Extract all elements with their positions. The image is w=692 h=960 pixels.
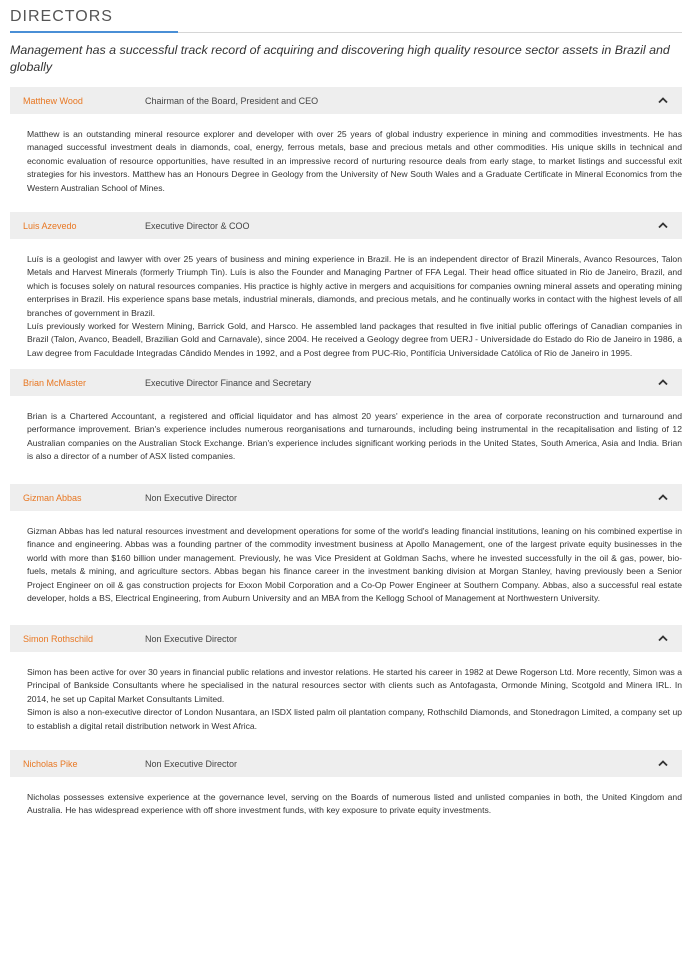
director-bio <box>10 652 682 750</box>
director-accordion-header[interactable] <box>10 87 682 114</box>
director-accordion-header[interactable] <box>10 484 682 511</box>
director-name: Brian McMaster <box>23 377 87 388</box>
director-bio <box>10 777 682 851</box>
bio-paragraph: Gizman Abbas has led natural resources investment and development operations for some of the world's leading financial institutions, leaning on his combined expertise in finance and engineering. Abbas was a founding partner of the commodity investment business at Apollo Management, one of the largest private equity businesses in the world with more than $160 billion under management. Previously, he was Vice President at Goldman Sachs, where he invested successfully in the oil & gas, power, bio-fuels, metals & mining, and agriculture sectors. Abbas began his finance career in the investment banking division at Morgan Stanley, having previously been a Senior Project Engineer on oil & gas construction projects for Exxon Mobil Corporation and a Co-Op Power Engineer at Southern Company. Abbas, also a successful real estate developer, holds a BS, Electrical Engineering, from Auburn University and an MBA from the Kellogg School of Management at Northwestern University. <box>27 526 682 604</box>
director-bio <box>10 114 682 212</box>
chevron-up-icon[interactable] <box>658 221 668 229</box>
director-name: Simon Rothschild <box>23 633 94 644</box>
director-bio <box>10 239 682 369</box>
director-card-3 <box>10 369 682 484</box>
directors-list <box>10 87 682 851</box>
bio-paragraph: Simon is also a non-executive director of London Nusantara, an ISDX listed palm oil plantation company, Rothschild Diamonds, and Stonedragon Limited, a company set up to establish a digital retail distribution network in West Africa. <box>27 707 682 731</box>
director-role: Non Executive Director <box>145 633 238 644</box>
director-accordion-header[interactable] <box>10 750 682 777</box>
director-accordion-header[interactable] <box>10 369 682 396</box>
intro-text: Management has a successful track record of acquiring and discovering high quality resource sector assets in Brazil and globally <box>10 43 670 74</box>
director-card-4 <box>10 484 682 625</box>
director-role: Executive Director Finance and Secretary <box>145 377 312 388</box>
director-name: Luis Azevedo <box>23 220 77 231</box>
director-name: Nicholas Pike <box>23 758 78 769</box>
bio-paragraph: Nicholas possesses extensive experience at the governance level, serving on the Boards of numerous listed and unlisted companies in both, the United Kingdom and Australia. He has widespread experience with off shore investment funds, with key exposure to private equity investments. <box>27 792 682 816</box>
bio-paragraph: Brian is a Chartered Accountant, a registered and official liquidator and has almost 20 years' experience in the area of corporate reconstruction and turnaround and performance improvement. Brian's experience includes numerous reorganisations and turnarounds, including being instrumental in the recapitalisation and listing of 12 Australian companies on the Australian Stock Exchange. Brian's experience includes significant working periods in the United States, South America, Asia and India. Brian is also a director of a number of ASX listed companies. <box>27 411 682 462</box>
section-title: DIRECTORS <box>10 8 113 25</box>
director-bio <box>10 511 682 625</box>
chevron-up-icon[interactable] <box>658 378 668 386</box>
bio-paragraph: Simon has been active for over 30 years in financial public relations and investor relations. He started his career in 1982 at Dewe Rogerson Ltd. More recently, Simon was a Principal of Bankside Consultants where he specialised in the natural resources sector with clients such as Antofagasta, Ormonde Mining, Scotgold and Minera IRL. In 2014, he set up Capital Market Consultants Limited. <box>27 667 682 704</box>
director-name: Matthew Wood <box>23 95 83 106</box>
director-accordion-header[interactable] <box>10 625 682 652</box>
chevron-up-icon[interactable] <box>658 759 668 767</box>
bio-paragraph: Luís is a geologist and lawyer with over 25 years of business and mining experience in Brazil. He is an independent director of Brazil Minerals, Avanco Resources, Talon Metals and Harvest Minerals (formerly Triumph Tin). Luís is also the Founder and Managing Partner of FFA Legal. Their head office situated in Rio de Janeiro, Brazil, and which is focuses solely on natural resources companies. His practice is highly active in mergers and acquisitions for companies owning mineral assets and operating mining enterprises in Brazil. His experience spans base metals, industrial minerals, diamonds, and precious metals, and he continually works in contact with the highest levels of all branches of government in Brazil. <box>27 254 682 318</box>
director-name: Gizman Abbas <box>23 492 82 503</box>
title-underline <box>10 32 682 33</box>
bio-paragraph: Luís previously worked for Western Mining, Barrick Gold, and Harsco. He assembled land packages that resulted in five initial public offerings of Canadian companies in Brazil (Talon, Avanco, Beadell, Brazilian Gold and Carnavale), since 2004. He received a Geology degree from UERJ - Universidade do Estado do Rio de Janeiro in 1986, a Law degree from Faculdade Integradas Cândido Mendes in 1992, and a Post degree from PUC-Rio, Pontifícia Universidade Católica of Rio de Janeiro in 1995. <box>27 321 682 358</box>
chevron-up-icon[interactable] <box>658 493 668 501</box>
director-card-1 <box>10 87 682 212</box>
bio-paragraph: Matthew is an outstanding mineral resource explorer and developer with over 25 years of global industry experience in mining and commodities investments. He has managed successful investment deals in diamonds, coal, energy, ferrous metals, base and precious metals and other commodities. His unique skills in technical and economic evaluation of resource opportunities, have resulted in an impressive record of nurturing resource deals from early stage, to market listings and successful exit strategies for his investors. Matthew has an Honours Degree in Geology from the University of New South Wales and a Graduate Certificate in Mineral Economics from the Western Australian School of Mines. <box>27 129 682 193</box>
director-card-5 <box>10 625 682 750</box>
chevron-up-icon[interactable] <box>658 96 668 104</box>
director-card-6 <box>10 750 682 851</box>
chevron-up-icon[interactable] <box>658 634 668 642</box>
director-role: Non Executive Director <box>145 758 238 769</box>
director-role: Non Executive Director <box>145 492 238 503</box>
director-role: Executive Director & COO <box>145 220 250 231</box>
director-card-2 <box>10 212 682 369</box>
director-role: Chairman of the Board, President and CEO <box>145 95 319 106</box>
director-bio <box>10 396 682 484</box>
director-accordion-header[interactable] <box>10 212 682 239</box>
